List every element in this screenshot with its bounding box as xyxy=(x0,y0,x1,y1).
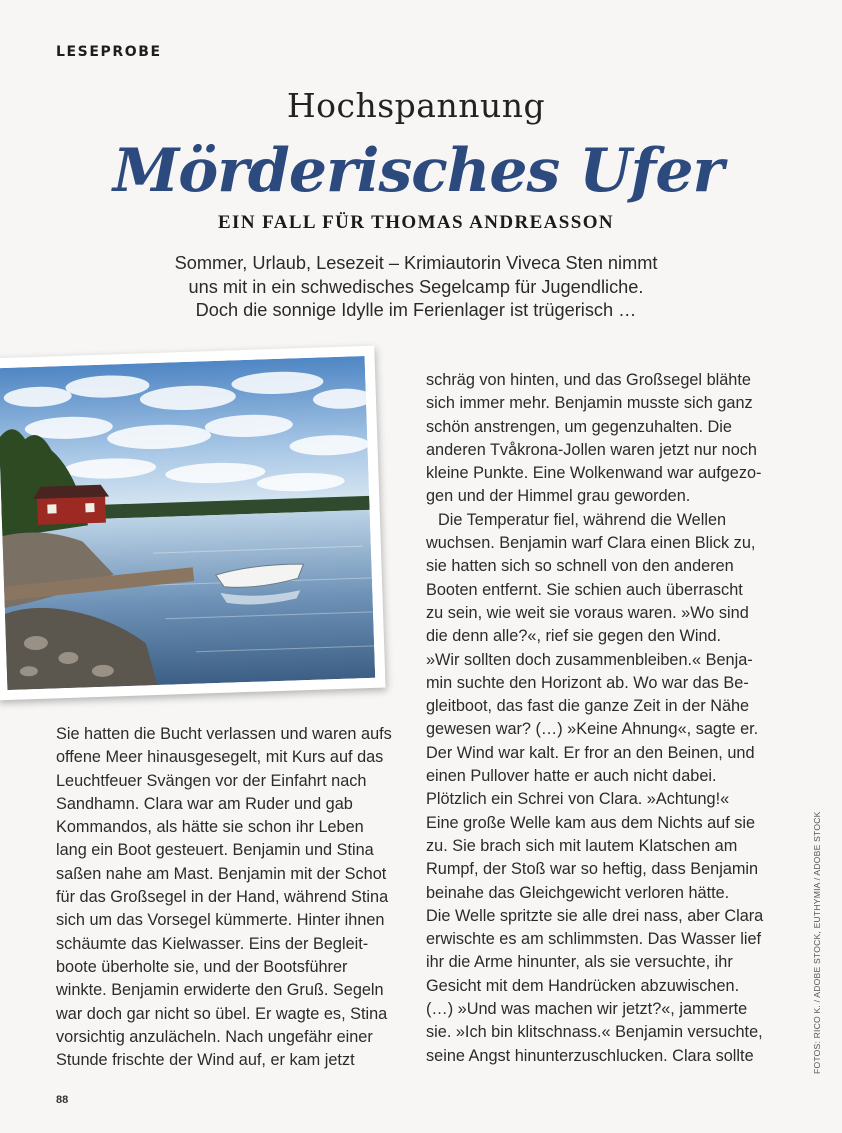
lead-line: Doch die sonnige Idylle im Ferienlager ist trügerisch … xyxy=(195,300,637,320)
text-line: boote überholte sie, und der Bootsführer xyxy=(56,957,348,976)
text-line: Eine große Welle kam aus dem Nichts auf sie xyxy=(426,813,756,832)
text-line: sich immer mehr. Benjamin musste sich ganz xyxy=(426,394,753,413)
section-label: LESEPROBE xyxy=(56,44,162,60)
text-line: min suchte den Horizont ab. Wo war das Be- xyxy=(426,673,749,692)
text-line: beinahe das Gleichgewicht verloren hätte. xyxy=(426,883,730,902)
text-line: seine Angst hinunterzuschlucken. Clara sollte xyxy=(426,1046,754,1065)
text-line: wuchsen. Benjamin warf Clara einen Blick zu, xyxy=(426,534,756,553)
lead-line: uns mit in ein schwedisches Segelcamp für Jugendliche. xyxy=(188,276,644,297)
text-line: Die Welle spritzte sie alle drei nass, aber Clara xyxy=(426,906,764,925)
text-line: Sie hatten die Bucht verlassen und waren aufs xyxy=(56,725,392,743)
page-number: 88 xyxy=(56,1094,69,1106)
text-line: kleine Punkte. Eine Wolkenwand war aufgezo- xyxy=(426,464,762,483)
text-line: Die Temperatur fiel, während die Wellen xyxy=(438,510,727,529)
boathouse-roof xyxy=(33,485,109,500)
text-line: Leuchtfeuer Svängen vor der Einfahrt nach xyxy=(56,771,367,790)
text-line: offene Meer hinausgesegelt, mit Kurs auf das xyxy=(56,748,384,767)
text-line: erwischte es am schlimmsten. Das Wasser lief xyxy=(426,930,762,949)
text-line: »Wir sollten doch zusammenbleiben.« Benja- xyxy=(426,650,753,669)
text-line: lang ein Boot gesteuert. Benjamin und Stina xyxy=(56,841,374,860)
text-line: schäumte das Kielwasser. Eins der Begleit- xyxy=(56,934,369,953)
lake-photo xyxy=(0,356,375,690)
body-column-left xyxy=(56,723,392,1072)
photo-frame xyxy=(0,346,386,701)
boathouse-window xyxy=(47,504,56,513)
text-line: für das Großsegel in der Hand, während Stina xyxy=(56,888,389,907)
text-line: einen Pullover hatte er auch nicht dabei. xyxy=(426,767,717,786)
text-line: (…) »Und was machen wir jetzt?«, jammerte xyxy=(426,1000,748,1019)
text-line: Sandhamn. Clara war am Ruder und gab xyxy=(56,794,353,813)
text-line: gen und der Himmel grau geworden. xyxy=(426,487,691,506)
text-line: Booten entfernt. Sie schien auch überrascht xyxy=(426,580,743,599)
text-line: schön anstrengen, um gegenzuhalten. Die xyxy=(426,417,732,436)
lead-paragraph xyxy=(150,252,682,323)
body-column-right xyxy=(426,369,788,1068)
text-line: vorsichtig anzulächeln. Nach ungefähr einer xyxy=(56,1027,373,1046)
red-boathouse xyxy=(37,495,106,525)
text-line: zu. Sie brach sich mit lautem Klatschen am xyxy=(426,836,738,855)
text-line: Kommandos, als hätte sie schon ihr Leben xyxy=(56,818,364,837)
text-line: ihr die Arme hinunter, als sie versuchte, ihr xyxy=(426,953,733,972)
text-line: winkte. Benjamin erwiderte den Gruß. Segeln xyxy=(56,981,384,1000)
text-line: schräg von hinten, und das Großsegel blähte xyxy=(426,371,751,389)
text-line: gewesen war? (…) »Keine Ahnung«, sagte er. xyxy=(426,720,759,739)
text-line: saßen nahe am Mast. Benjamin mit der Schot xyxy=(56,864,387,883)
text-line: anderen Tvåkrona-Jollen waren jetzt nur noch xyxy=(426,440,757,459)
text-line: Rumpf, der Stoß war so heftig, dass Benjamin xyxy=(426,860,759,879)
lead-line: Sommer, Urlaub, Lesezeit – Krimiautorin Viveca Sten nimmt xyxy=(174,253,658,273)
photo-credit xyxy=(812,811,826,1074)
text-line: war doch gar nicht so übel. Er wagte es, Stina xyxy=(56,1004,388,1023)
subtitle: EIN FALL FÜR THOMAS ANDREASSON xyxy=(217,212,615,233)
text-line: sich um das Vorsegel kümmerte. Hinter ihnen xyxy=(56,911,385,930)
boathouse-window xyxy=(85,503,94,512)
text-line: Plötzlich ein Schrei von Clara. »Achtung!« xyxy=(426,790,730,809)
text-line: die denn alle?«, rief sie gegen den Wind. xyxy=(426,627,722,646)
text-line: Der Wind war kalt. Er fror an den Beinen, und xyxy=(426,743,755,762)
text-line: Stunde frischte der Wind auf, er kam jetzt xyxy=(56,1051,355,1070)
photo-credit-text: FOTOS: RICO K. / ADOBE STOCK, EUTHYMIA / ADOBE STOCK xyxy=(812,811,822,1074)
text-line: gleitboot, das fast die ganze Zeit in der Nähe xyxy=(426,697,750,716)
text-line: sie hatten sich so schnell von den anderen xyxy=(426,557,734,576)
text-line: Gesicht mit dem Handrücken abzuwischen. xyxy=(426,976,740,995)
text-line: zu sein, wie weit sie voraus waren. »Wo sind xyxy=(426,603,749,622)
kicker-title: Hochspannung xyxy=(286,86,546,125)
text-line: sie. »Ich bin klitschnass.« Benjamin versuchte, xyxy=(426,1023,763,1042)
headline: Mörderisches Ufer xyxy=(112,136,724,206)
